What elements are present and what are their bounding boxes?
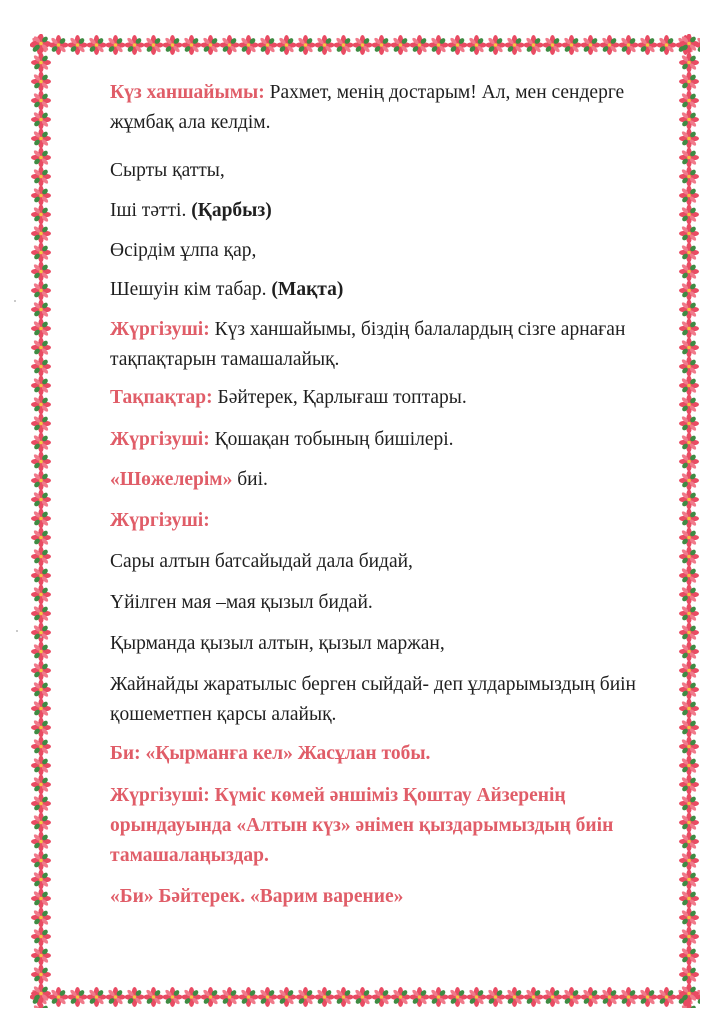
scan-speck (16, 630, 18, 632)
floral-border-top (30, 34, 700, 56)
scan-speck (40, 636, 42, 638)
line-dance-announcement: Би: «Қырманға кел» Жасұлан тобы. (110, 743, 431, 764)
riddle-line (110, 196, 272, 226)
speaker-label: Тақпақтар: (110, 387, 213, 408)
riddle-text: Шешуін кім табар. (110, 279, 272, 300)
poem-line: Жайнайды жаратылыс берген сыйдай- деп ұлдарымыздың биін қошеметпен қарсы алайық. (110, 674, 636, 725)
poem-line: Сары алтын батсайыдай дала бидай, (110, 551, 413, 572)
dance-title: «Шөжелерім» (110, 469, 233, 490)
poinsettia-flower-icon (30, 34, 52, 1008)
floral-border-left (30, 34, 52, 1008)
scan-speck (14, 300, 16, 302)
poinsettia-flower-icon (30, 986, 700, 1008)
speaker-text: Қошақан тобының бишілері. (209, 429, 454, 450)
riddle-line (110, 275, 343, 305)
speaker-text: Рахмет, менің достарым! Ал, мен сендерге жұмбақ ала келдім. (110, 82, 625, 133)
line-host (110, 315, 650, 375)
line-dance-final: «Би» Бәйтерек. «Варим варение» (110, 886, 404, 907)
line-speaker-queen (110, 78, 630, 138)
line-dance (110, 465, 268, 495)
riddle-text: Іші тәтті. (110, 200, 192, 221)
poinsettia-flower-icon (30, 34, 700, 56)
riddle-line: Өсірдім ұлпа қар, (110, 240, 257, 261)
line-takpaktar (110, 383, 467, 413)
riddle-answer: (Қарбыз) (191, 200, 272, 221)
dance-text: биі. (232, 469, 268, 490)
speaker-text: Күз ханшайымы, біздің балалардың сізге арнаған тақпақтарын тамашалайық. (110, 319, 626, 370)
speaker-text: Бәйтерек, Қарлығаш топтары. (212, 387, 467, 408)
riddle-line: Сырты қатты, (110, 160, 225, 181)
floral-border-right (678, 34, 700, 1008)
speaker-label: Жүргізуші: (110, 319, 210, 340)
line-host (110, 425, 454, 455)
poem-line: Қырманда қызыл алтын, қызыл маржан, (110, 633, 445, 654)
riddle-answer: (Мақта) (271, 279, 344, 300)
floral-border-bottom (30, 986, 700, 1008)
line-host-announcement: Жүргізуші: Күміс көмей әншіміз Қоштау Айзеренің орындауында «Алтын күз» әнімен қыздарымыздың биін тамашалаңыздар. (110, 785, 614, 866)
poinsettia-flower-icon (678, 34, 700, 1008)
speaker-label: Күз ханшайымы: (110, 82, 265, 103)
poem-line: Үйілген мая –мая қызыл бидай. (110, 592, 373, 613)
line-host-heading: Жүргізуші: (110, 510, 210, 531)
speaker-label: Жүргізуші: (110, 429, 210, 450)
